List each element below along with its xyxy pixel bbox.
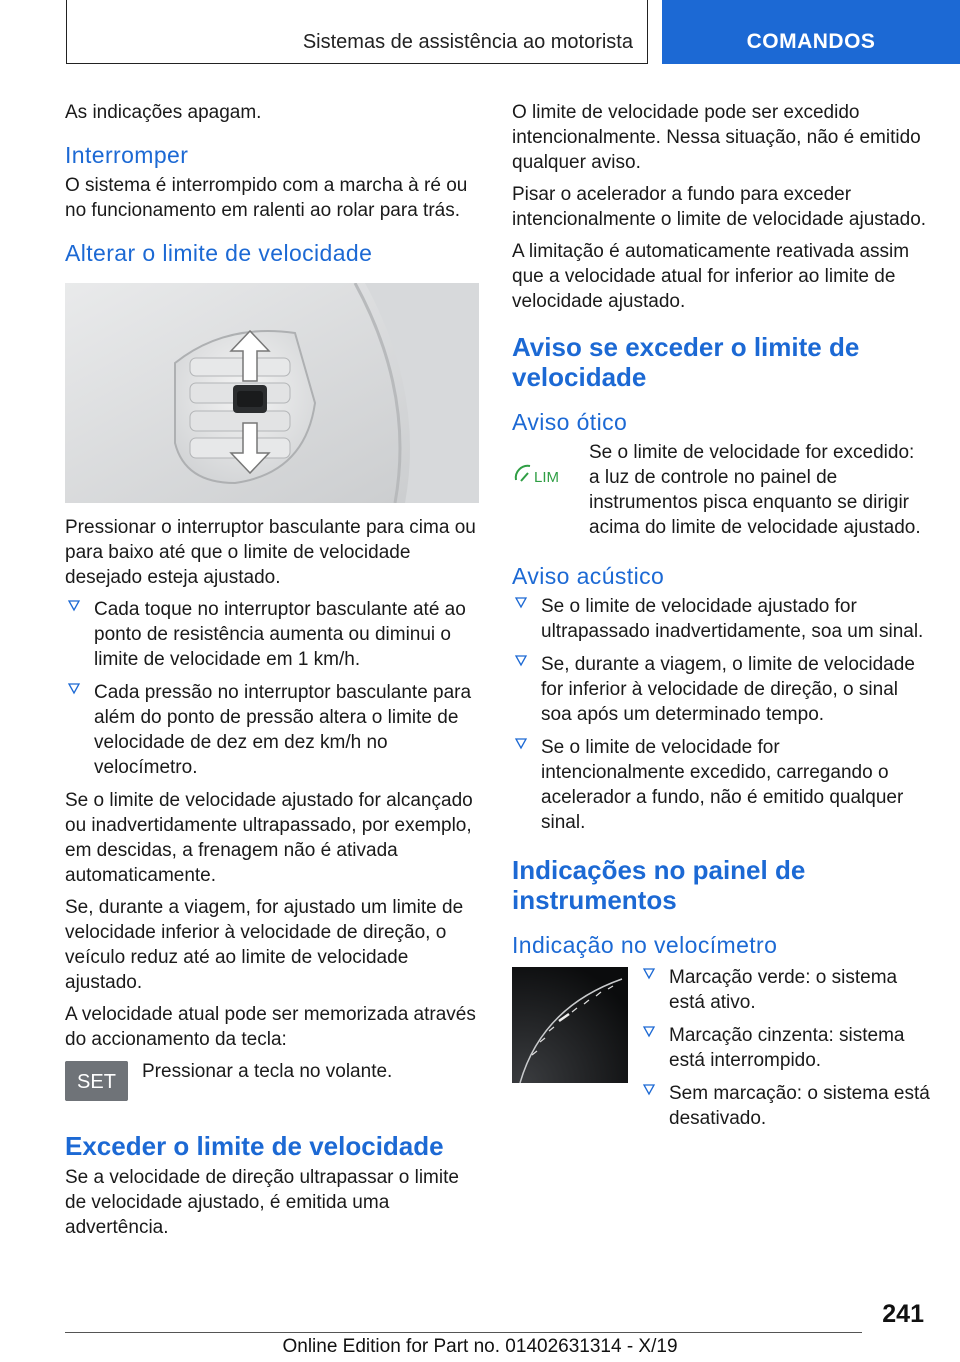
triangle-bullet-icon bbox=[67, 599, 81, 613]
heading-aviso-acustico: Aviso acústico bbox=[512, 563, 665, 589]
set-key-row bbox=[65, 1059, 479, 1115]
paragraph-interromper: O sistema é interrompido com a marcha à ré ou no funcionamento em ralenti ao rolar para trás. bbox=[65, 175, 468, 221]
triangle-bullet-icon bbox=[642, 1083, 656, 1097]
aviso-otico-row bbox=[512, 440, 928, 540]
chapter-title: Sistemas de assistência ao motorista bbox=[302, 31, 633, 53]
header-chapter-box bbox=[66, 0, 648, 64]
footer-divider bbox=[65, 1332, 862, 1333]
paragraph-memorizada: A velocidade atual pode ser memorizada através do accionamento da tecla: bbox=[65, 1004, 476, 1050]
paragraph-acelerador: Pisar o acelerador a fundo para exceder intencionalmente o limite de velocidade ajustado. bbox=[512, 184, 927, 230]
heading-indicacoes-painel: Indicações no painel de instrumentos bbox=[512, 855, 806, 915]
paragraph-set: Pressionar a tecla no volante. bbox=[142, 1061, 393, 1082]
paragraph-indicacoes: As indicações apagam. bbox=[65, 102, 262, 123]
heading-interromper: Interromper bbox=[65, 142, 189, 168]
section-label: COMANDOS bbox=[746, 30, 876, 53]
bullet-list-ajuste bbox=[65, 597, 479, 780]
heading-aviso-otico: Aviso ótico bbox=[512, 409, 628, 435]
speedometer-marking-image bbox=[512, 967, 628, 1083]
left-column bbox=[65, 100, 479, 1247]
paragraph-viagem: Se, durante a viagem, for ajustado um limite de velocidade inferior à velocidade de direção, o veículo reduz até ao limite de velocidade ajustado. bbox=[65, 897, 464, 993]
list-item: Se, durante a viagem, o limite de velocidade for inferior à velocidade de direção, o sinal soa após um determinado tempo. bbox=[512, 652, 928, 727]
set-key-icon bbox=[65, 1061, 128, 1101]
heading-exceder-limite: Exceder o limite de velocidade bbox=[65, 1131, 444, 1161]
list-item: Cada toque no interruptor basculante até ao ponto de resistência aumenta ou diminui o limite de velocidade em 1 km/h. bbox=[65, 597, 479, 672]
heading-alterar-limite: Alterar o limite de velocidade bbox=[65, 240, 373, 266]
right-column bbox=[512, 100, 928, 1143]
triangle-bullet-icon bbox=[67, 682, 81, 696]
list-item: Marcação cinzenta: sistema está interrompido. bbox=[640, 1023, 930, 1073]
heading-aviso-exceder: Aviso se exceder o limite de velocidade bbox=[512, 332, 860, 392]
list-item: Cada pressão no interruptor basculante para além do ponto de pressão altera o limite de velocidade de dez em dez km/h no velocímetro. bbox=[65, 680, 479, 780]
list-item: Marcação verde: o sistema está ativo. bbox=[640, 965, 930, 1015]
svg-text:SET: SET bbox=[77, 1071, 116, 1093]
header-section-tab[interactable] bbox=[662, 0, 960, 64]
bullet-list-acustico bbox=[512, 594, 928, 835]
paragraph-exceder: Se a velocidade de direção ultrapassar o limite de velocidade ajustado, é emitida uma advertência. bbox=[65, 1167, 459, 1238]
list-item: Se o limite de velocidade for intencionalmente excedido, carregando o acelerador a fundo, não é emitido qualquer sinal. bbox=[512, 735, 928, 835]
bullet-list-velocimetro bbox=[640, 965, 930, 1139]
paragraph-alcancado: Se o limite de velocidade ajustado for alcançado ou inadvertidamente ultrapassado, por exemplo, em descidas, a frenagem não é ativada automaticamente. bbox=[65, 790, 473, 886]
paragraph-reativada: A limitação é automaticamente reativada assim que a velocidade atual for inferior ao limite de velocidade ajustado. bbox=[512, 241, 910, 312]
triangle-bullet-icon bbox=[642, 1025, 656, 1039]
page-number: 241 bbox=[882, 1300, 924, 1328]
triangle-bullet-icon bbox=[514, 654, 528, 668]
svg-text:LIM: LIM bbox=[534, 469, 560, 486]
speed-limit-lim-icon bbox=[512, 460, 568, 488]
velocimetro-row bbox=[512, 963, 928, 1143]
paragraph-excedido: O limite de velocidade pode ser excedido intencionalmente. Nessa situação, não é emitido qualquer aviso. bbox=[512, 102, 921, 173]
paragraph-otico: Se o limite de velocidade for excedido: a luz de controle no painel de instrumentos pisca enquanto se dirigir acima do limite de velocidade ajustado. bbox=[589, 442, 921, 538]
list-item: Se o limite de velocidade ajustado for ultrapassado inadvertidamente, soa um sinal. bbox=[512, 594, 928, 644]
paragraph-pressionar: Pressionar o interruptor basculante para cima ou para baixo até que o limite de velocidade desejado esteja ajustado. bbox=[65, 517, 476, 588]
triangle-bullet-icon bbox=[514, 596, 528, 610]
heading-indicacao-velocimetro: Indicação no velocímetro bbox=[512, 932, 778, 958]
triangle-bullet-icon bbox=[514, 737, 528, 751]
steering-wheel-rocker-switch-photo bbox=[65, 283, 479, 503]
triangle-bullet-icon bbox=[642, 967, 656, 981]
list-item: Sem marcação: o sistema está desativado. bbox=[640, 1081, 930, 1131]
footer-edition: Online Edition for Part no. 01402631314 - X/19 bbox=[282, 1336, 678, 1357]
